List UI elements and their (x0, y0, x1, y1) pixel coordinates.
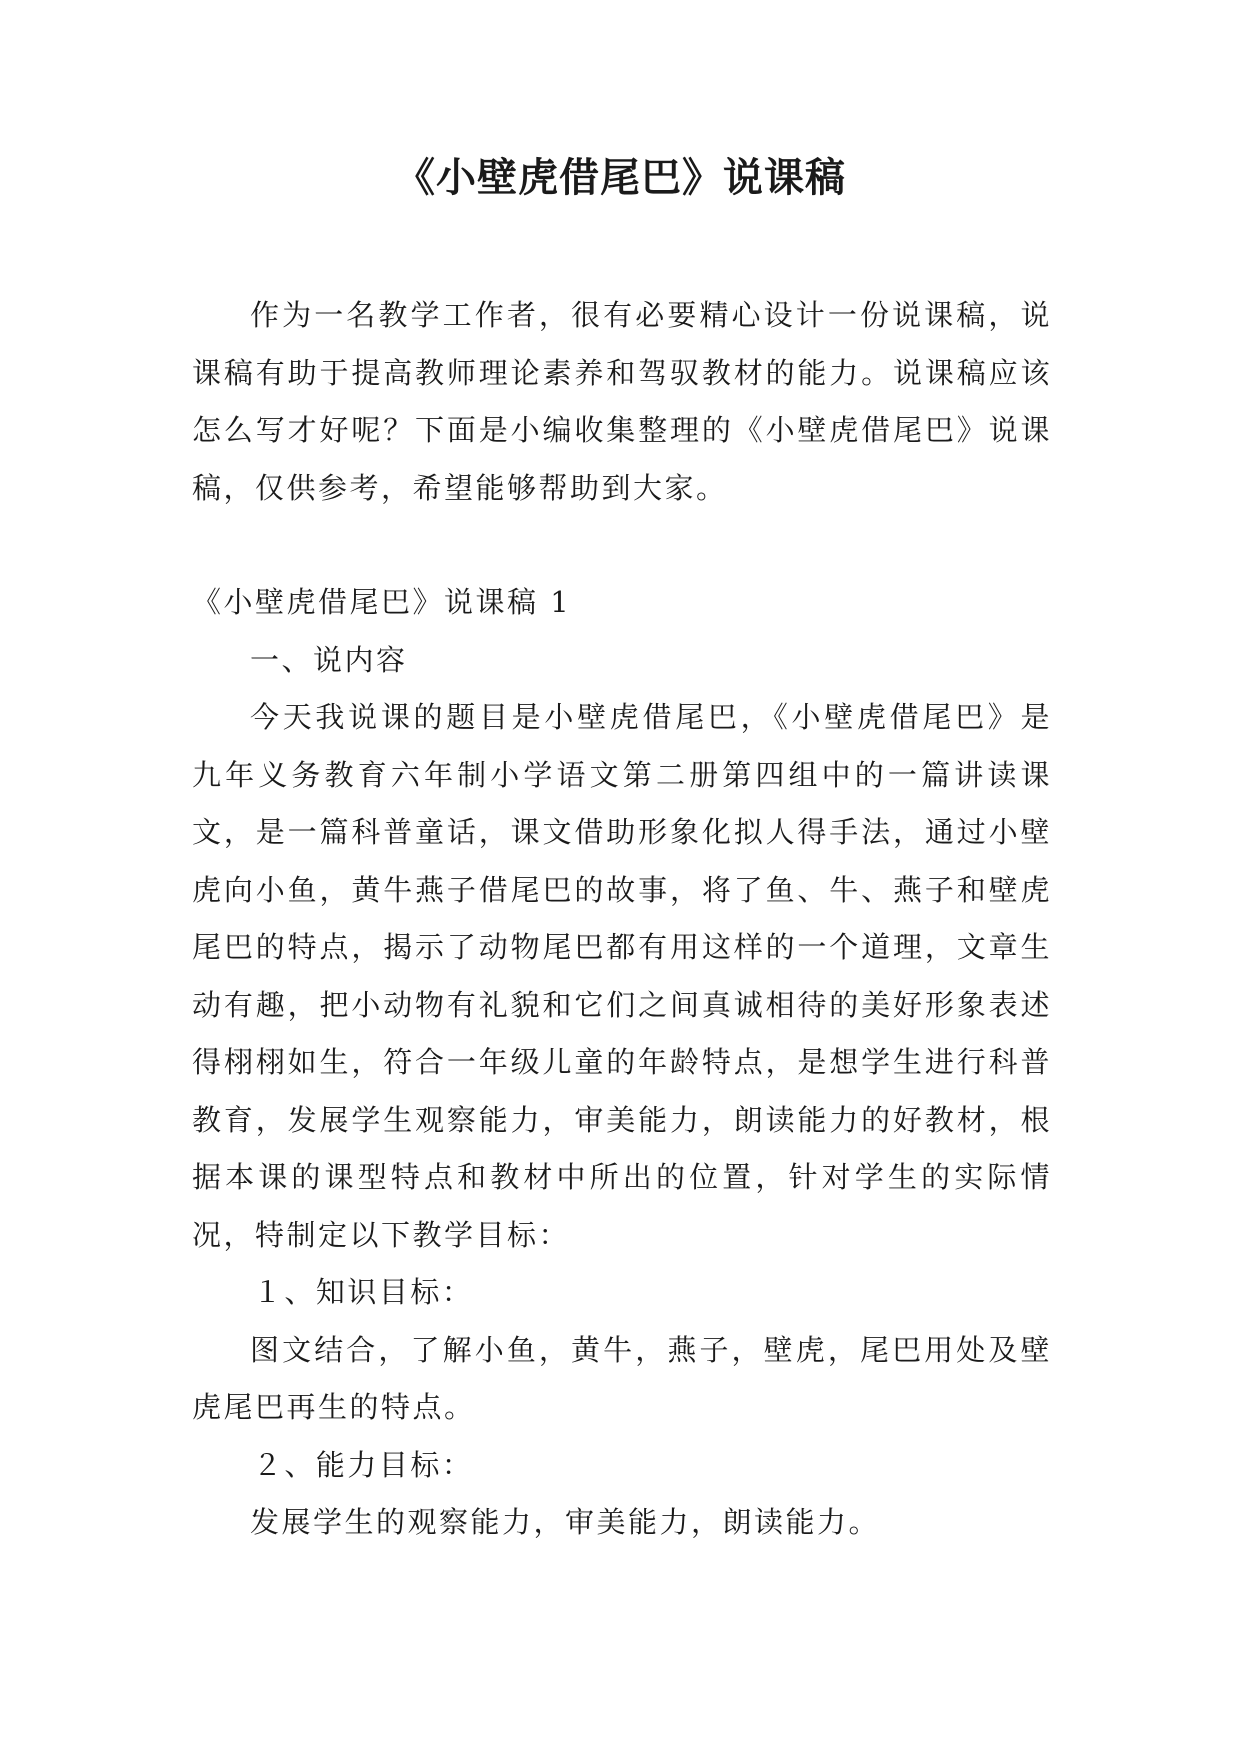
goal2-text: 发展学生的观察能力，审美能力，朗读能力。 (250, 1505, 881, 1539)
heading-content: 一、说内容 (250, 642, 408, 677)
document-body (192, 287, 1052, 1552)
goal1-text: 图文结合，了解小鱼，黄牛，燕子，壁虎，尾巴用处及壁虎尾巴再生的特点。 (192, 1332, 1052, 1424)
section-title: 《小壁虎借尾巴》说课稿 1 (192, 585, 572, 619)
goal2-label: ２、能力目标： (252, 1447, 474, 1482)
goal1-label: １、知识目标： (252, 1275, 474, 1309)
document-title: 《小壁虎借尾巴》说课稿 (395, 155, 846, 201)
intro-paragraph: 作为一名教学工作者，很有必要精心设计一份说课稿，说课稿有助于提高教师理论素养和驾驭教材的能力。说课稿应该怎么写才好呢？下面是小编收集整理的《小壁虎借尾巴》说课稿，仅供参考，希望能够帮助到大家。 (192, 298, 1052, 505)
content-paragraph: 今天我说课的题目是小壁虎借尾巴，《小壁虎借尾巴》是九年义务教育六年制小学语文第二册第四组中的一篇讲读课文，是一篇科普童话，课文借助形象化拟人得手法，通过小壁虎向小鱼，黄牛燕子借尾巴的故事，将了鱼、牛、燕子和壁虎尾巴的特点，揭示了动物尾巴都有用这样的一个道理，文章生动有趣，把小动物有礼貌和它们之间真诚相待的美好形象表述得栩栩如生，符合一年级儿童的年龄特点，是想学生进行科普教育，发展学生观察能力，审美能力，朗读能力的好教材，根据本课的课型特点和教材中所出的位置，针对学生的实际情况，特制定以下教学目标： (192, 700, 1052, 1252)
